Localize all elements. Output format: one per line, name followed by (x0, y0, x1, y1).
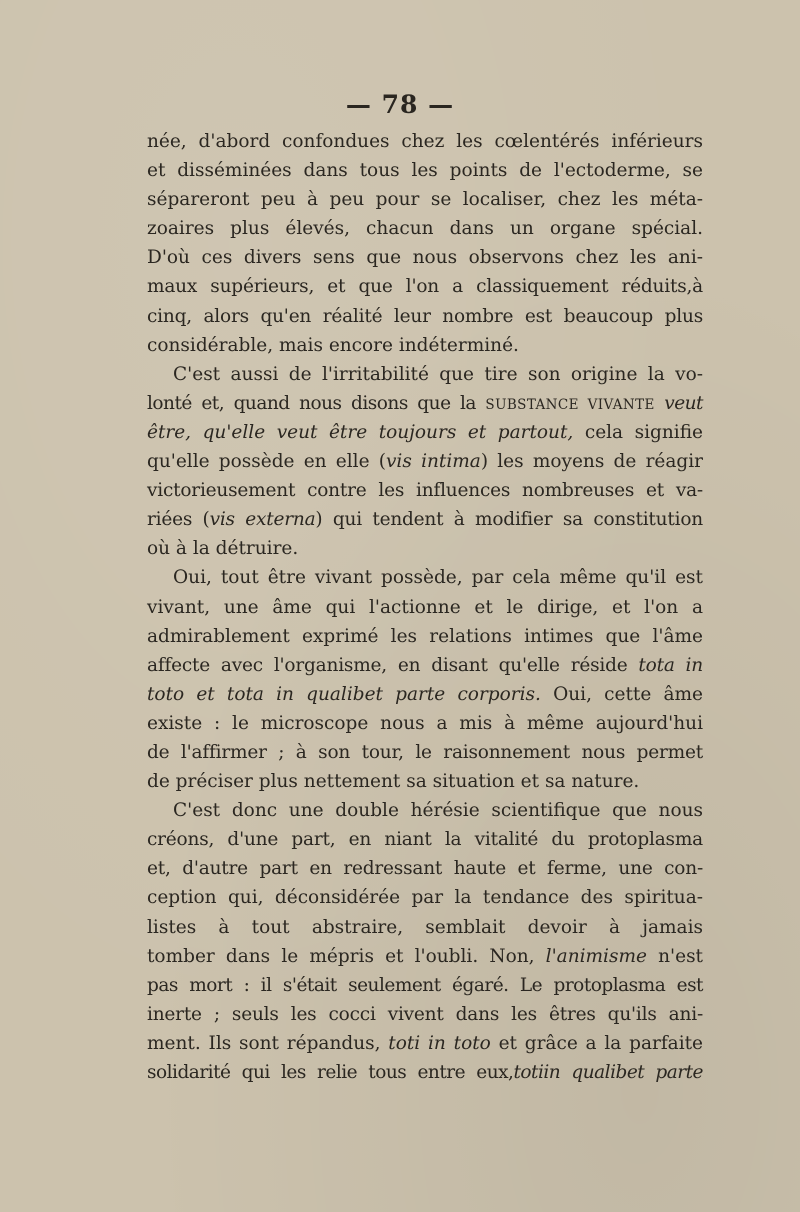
text-run: ment. Ils sont répandus, (147, 1032, 389, 1054)
text-run: solidarité qui les relie tous entre eux, (147, 1062, 514, 1083)
text-line (147, 563, 703, 592)
text-line (147, 767, 703, 796)
italic-run: toti in toto (388, 1032, 491, 1054)
text-line (147, 796, 703, 825)
text-line (147, 505, 703, 534)
italic-run: totiin qualibet parte (513, 1062, 703, 1083)
text-line (147, 883, 703, 912)
text-run: de l'affirmer ; à son tour, le raisonnement nous permet (147, 741, 703, 763)
text-line (147, 243, 703, 272)
text-line (147, 825, 703, 854)
text-run: ception qui, déconsidérée par la tendance des spiritua- (147, 887, 703, 909)
text-run: Oui, tout être vivant possède, par cela même qu'il est (173, 567, 703, 589)
italic-run: vis intima (385, 451, 481, 473)
text-line (147, 622, 703, 651)
text-line (147, 156, 703, 185)
text-run: ) les moyens de réagir (480, 451, 703, 473)
text-run: et disséminées dans tous les points de l'ectoderme, se (147, 160, 703, 182)
text-line (147, 709, 703, 738)
text-line (147, 680, 703, 709)
text-run: cinq, alors qu'en réalité leur nombre est beaucoup plus (147, 305, 703, 327)
text-run: admirablement exprimé les relations intimes que l'âme (147, 625, 703, 647)
text-run: C'est aussi de l'irritabilité que tire son origine la vo- (173, 363, 703, 385)
text-line (147, 185, 703, 214)
text-line (147, 418, 703, 447)
text-run: et, d'autre part en redressant haute et ferme, une con- (147, 858, 703, 880)
text-run: affecte avec l'organisme, en disant qu'elle réside (147, 654, 639, 676)
page-number: — 78 — (345, 90, 455, 119)
text-run: tomber dans le mépris et l'oubli. Non, (147, 945, 546, 967)
text-line (147, 302, 703, 331)
text-run: où à la détruire. (147, 538, 299, 560)
text-line (147, 593, 703, 622)
text-run: Oui, cette âme (540, 683, 703, 705)
text-line (147, 360, 703, 389)
text-run: née, d'abord confondues chez les cœlentérés inférieurs (147, 131, 703, 152)
text-run: maux supérieurs, et que l'on a classiquement réduits,à (147, 276, 703, 298)
text-run: sépareront peu à peu pour se localiser, chez les méta- (147, 189, 703, 211)
text-line (147, 214, 703, 243)
italic-run: toto et tota in qualibet parte corporis. (147, 683, 541, 705)
text-line (147, 913, 703, 942)
text-run: pas mort : il s'était seulement égaré. Le protoplasma est (147, 974, 703, 996)
text-line (147, 331, 703, 360)
text-run: cela signifie (573, 421, 703, 443)
text-line (147, 447, 703, 476)
text-run: qu'elle possède en elle ( (147, 451, 386, 473)
text-line (147, 476, 703, 505)
text-line (147, 971, 703, 1000)
text-run: existe : le microscope nous a mis à même aujourd'hui (147, 712, 703, 734)
text-line (147, 854, 703, 883)
text-run: C'est donc une double hérésie scientifique que nous (173, 800, 703, 822)
text-run: créons, d'une part, en niant la vitalité du protoplasma (147, 829, 703, 851)
text-line (147, 1029, 703, 1058)
text-line (147, 738, 703, 767)
text-run: inerte ; seuls les cocci vivent dans les êtres qu'ils ani- (147, 1003, 703, 1025)
body-text (147, 127, 703, 1087)
text-run: n'est (646, 945, 703, 967)
text-run: vivant, une âme qui l'actionne et le dirige, et l'on a (147, 596, 703, 618)
italic-run: l'animisme (545, 945, 647, 967)
text-run: et grâce a la parfaite (490, 1032, 703, 1054)
text-line (147, 1058, 703, 1087)
text-line (147, 127, 703, 156)
text-line (147, 1000, 703, 1029)
text-run: zoaires plus élevés, chacun dans un organe spécial. (147, 218, 703, 240)
italic-run: être, qu'elle veut être toujours et partout, (147, 421, 574, 443)
italic-run: vis externa (209, 509, 316, 531)
text-line (147, 272, 703, 301)
text-run: ) qui tendent à modifier sa constitution (315, 509, 703, 531)
text-run: de préciser plus nettement sa situation et sa nature. (147, 771, 640, 793)
text-line (147, 389, 703, 418)
text-line (147, 534, 703, 563)
text-run: listes à tout abstraire, semblait devoir à jamais (147, 916, 703, 938)
small-caps-run: SUBSTANCE VIVANTE (485, 396, 655, 413)
text-run: victorieusement contre les influences nombreuses et va- (147, 480, 703, 502)
text-line (147, 942, 703, 971)
text-run: D'où ces divers sens que nous observons chez les ani- (147, 247, 703, 269)
text-run: riées ( (147, 509, 210, 531)
italic-run: veut (654, 392, 703, 414)
text-run: lonté et, quand nous disons que la (147, 392, 486, 414)
text-line (147, 651, 703, 680)
text-run: considérable, mais encore indéterminé. (147, 334, 519, 356)
italic-run: tota in (638, 654, 703, 676)
